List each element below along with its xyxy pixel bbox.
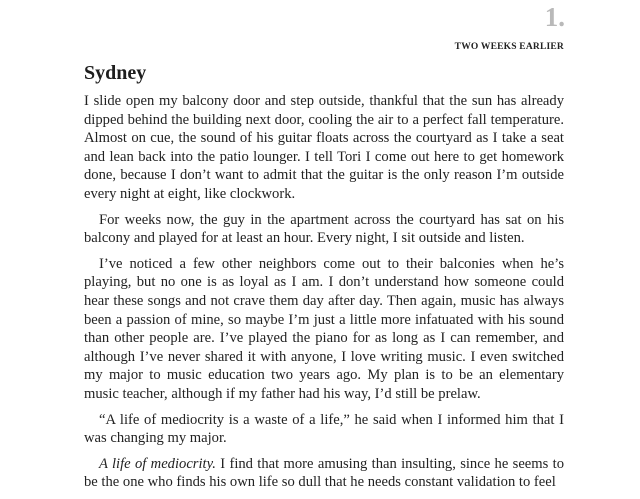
paragraph: I’ve noticed a few other neighbors come out to their balconies when he’s playing, but no one is as loyal as I am. I don’t understand how someone could hear these songs and not crave them day after day. Then again, music has always been a passion of mine, so maybe I’m just a little more infatuated with his sound than other people are. I’ve played the piano for as long as I can remember, and although I’ve never shared it with anyone, I love writing music. I even switched my major to music education two years ago. My plan is to be an elementary music teacher, although if my father had his way, I’d still be prelaw. — [84, 255, 564, 402]
paragraph: “A life of mediocrity is a waste of a life,” he said when I informed him that I was changing my major. — [84, 411, 564, 447]
paragraph — [84, 455, 564, 492]
paragraph-text: I find that more amusing than insulting, since he seems to be the one who finds his own life so dull that he needs constant validation to feel — [84, 455, 564, 491]
chapter-number: 1. — [544, 2, 565, 32]
chapter-body — [84, 92, 564, 499]
chapter-subtitle: TWO WEEKS EARLIER — [454, 42, 564, 52]
italic-phrase: A life of mediocrity. — [99, 455, 216, 472]
chapter-title: Sydney — [84, 62, 147, 84]
paragraph: I slide open my balcony door and step outside, thankful that the sun has already dipped behind the building next door, cooling the air to a perfect fall temperature. Almost on cue, the sound of his guitar floats across the courtyard as I take a seat and lean back into the patio lounger. I tell Tori I come out here to get homework done, because I don’t want to admit that the guitar is the only reason I’m outside every night at eight, like clockwork. — [84, 93, 564, 202]
paragraph: For weeks now, the guy in the apartment across the courtyard has sat on his balcony and played for at least an hour. Every night, I sit outside and listen. — [84, 211, 564, 247]
